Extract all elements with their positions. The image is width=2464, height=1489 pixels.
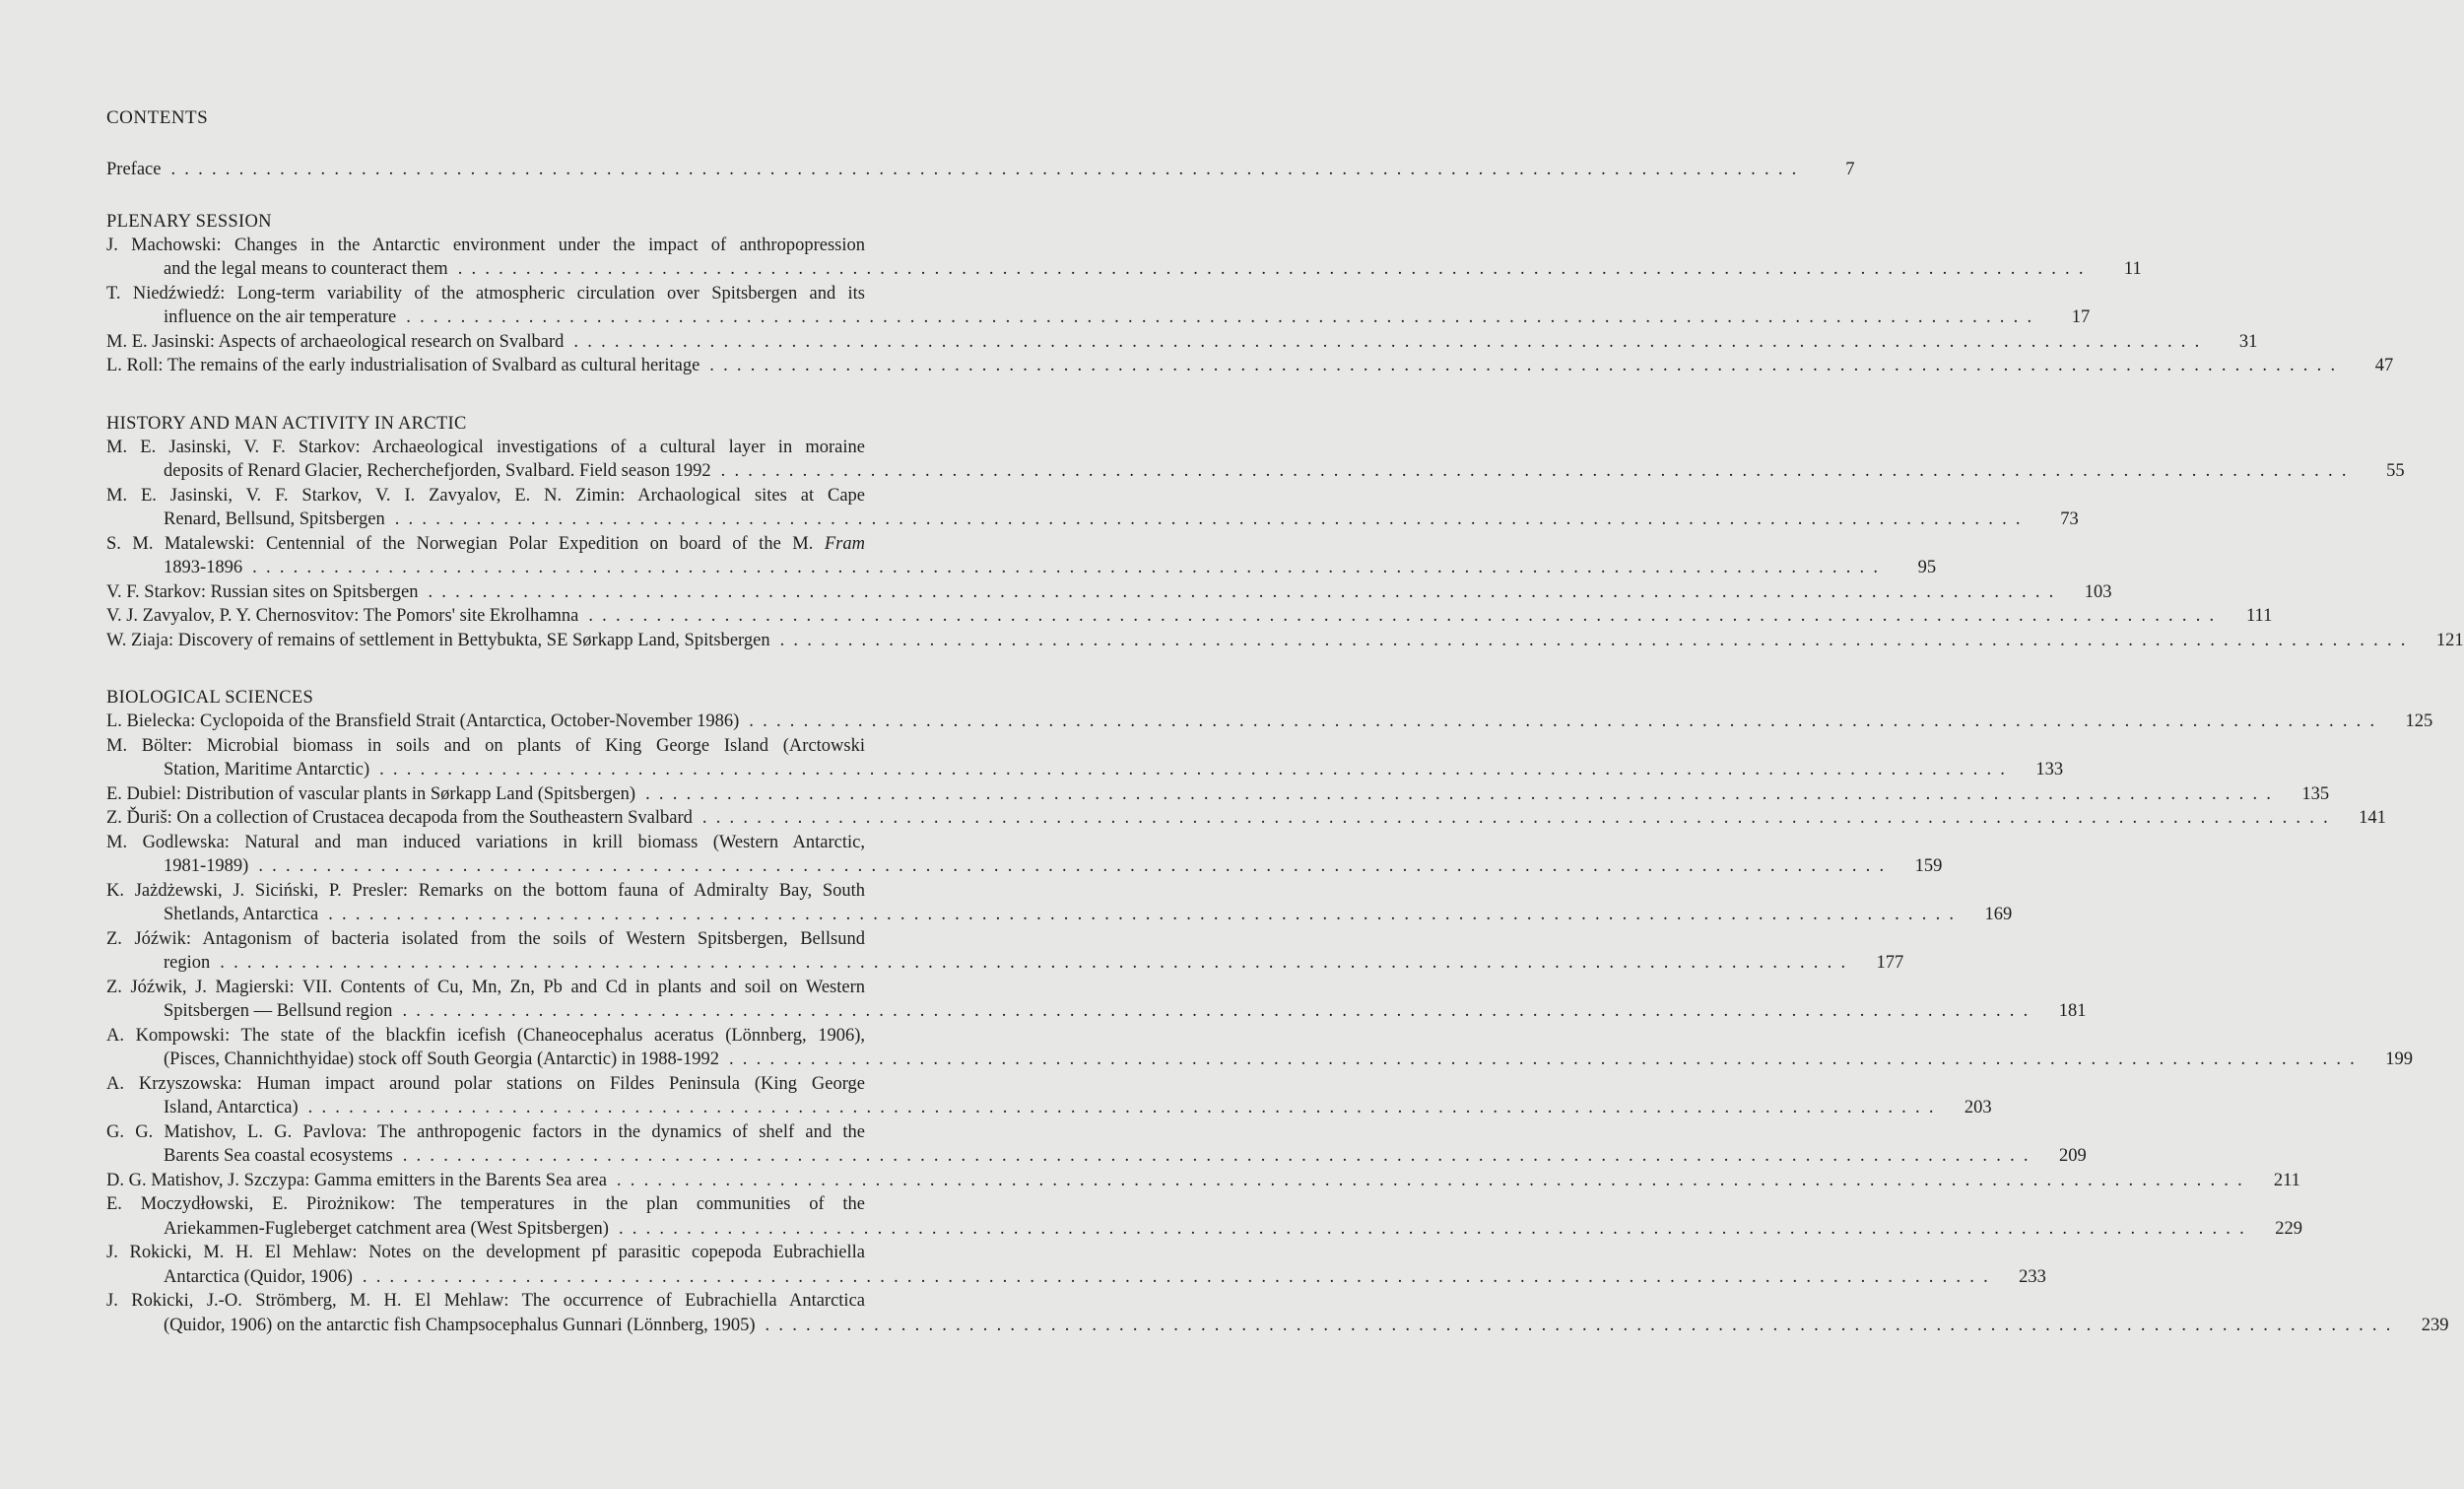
entry-text: L. Bielecka: Cyclopoida of the Bransfield Strait (Antarctica, October-November 1986) [106,711,740,731]
toc-entry[interactable] [106,1072,1992,1120]
page-number: 17 [2071,307,2091,327]
page-number: 135 [2301,783,2330,804]
entry-text: J. Rokicki, M. H. El Mehlaw: Notes on the development pf parasitic copepoda Eubrachiella [106,1243,865,1262]
page-number: 203 [1964,1098,1992,1117]
toc-entry[interactable] [106,484,2079,532]
entry-text: K. Jażdżewski, J. Siciński, P. Presler: Remarks on the bottom fauna of Admiralty Bay, South [106,880,865,901]
toc-entry[interactable] [106,354,2394,378]
entry-text: Z. Jóźwik: Antagonism of bacteria isolated from the soils of Western Spitsbergen, Bellsund [106,928,865,949]
dot-leader: ........................................................................................................................ [362,1266,1997,1287]
toc-entry[interactable] [106,879,2013,927]
entry-text: Antarctica (Quidor, 1906) [164,1266,353,1287]
entry-text: Island, Antarctica) [164,1098,299,1117]
page-number: 233 [2019,1266,2046,1287]
page-number: 111 [2245,606,2273,626]
page-number: 73 [2060,509,2079,529]
dot-leader: ........................................................................................................................ [307,1098,1943,1117]
entry-text: Station, Maritime Antarctic) [164,760,370,779]
toc-entry[interactable] [106,1169,2300,1193]
entry-text: Shetlands, Antarctica [164,905,319,924]
entry-text: Ariekammen-Fugleberget catchment area (West Spitsbergen) [164,1218,609,1239]
contents-sections [106,210,2464,1338]
entry-text: J. Machowski: Changes in the Antarctic environment under the impact of anthropopression [106,235,865,255]
dot-leader: ........................................................................................................................ [252,558,1888,577]
dot-leader: ........................................................................................................................ [749,711,2384,731]
dot-leader: ........................................................................................................................ [379,760,2015,779]
entry-text: M. Bölter: Microbial biomass in soils and on plants of King George Island (Arctowski [106,735,865,756]
dot-leader: ........................................................................................................................ [428,581,2063,602]
page-number: 47 [2374,356,2394,375]
dot-leader: ........................................................................................................................ [394,509,2030,529]
dot-leader: ........................................................................................................................ [402,1001,2037,1021]
toc-entry[interactable] [106,710,2433,734]
page-number: 211 [2273,1170,2300,1190]
page-number: 181 [2058,1001,2087,1021]
entry-text: deposits of Renard Glacier, Recherchefjorden, Svalbard. Field season 1992 [164,461,711,481]
entry-text: V. F. Starkov: Russian sites on Spitsbergen [106,581,419,602]
toc-entry[interactable] [106,282,2091,330]
page-number: 103 [2084,581,2112,602]
dot-leader: ........................................................................................................................ [588,606,2224,626]
toc-entry[interactable] [106,330,2258,355]
dot-leader: ........................................................................................................................ [170,160,1806,179]
entry-text: 1893-1896 [164,558,243,577]
dot-leader: ........................................................................................................................ [720,461,2356,481]
page-number: 7 [1845,160,1855,179]
toc-entry[interactable] [106,1192,2302,1241]
page-number: 239 [2421,1315,2449,1335]
page-number: 159 [1914,856,1943,876]
entry-text: J. Rokicki, J.-O. Strömberg, M. H. El Mehlaw: The occurrence of Eubrachiella Antarctica [106,1291,865,1311]
toc-entry[interactable] [106,806,2386,831]
dot-leader: ........................................................................................................................ [220,953,1855,973]
page-number: 177 [1876,953,1904,973]
section-heading: BIOLOGICAL SCIENCES [106,688,314,708]
entry-text: M. E. Jasinski: Aspects of archaeological research on Svalbard [106,331,565,352]
toc-entry[interactable] [106,831,1943,879]
dot-leader: ........................................................................................................................ [709,356,2345,375]
toc-entry[interactable] [106,1289,2449,1337]
toc-entry[interactable] [106,734,2064,782]
page-number: 125 [2405,711,2433,731]
entry-text: M. Godlewska: Natural and man induced variations in krill biomass (Western Antarctic, [106,832,865,852]
toc-entry[interactable] [106,1024,2413,1072]
toc-entry[interactable] [106,436,2405,484]
section-heading: HISTORY AND MAN ACTIVITY IN ARCTIC [106,413,467,434]
dot-leader: ........................................................................................................................ [258,856,1894,876]
dot-leader: ........................................................................................................................ [457,259,2093,279]
toc-entry[interactable] [106,580,2112,605]
toc-entry[interactable] [106,1241,2046,1289]
page-number: 31 [2238,331,2258,352]
page-number: 141 [2359,808,2386,828]
toc-entry[interactable] [106,629,2464,653]
entry-text: and the legal means to counteract them [164,259,448,279]
entry-text: A. Kompowski: The state of the blackfin icefish (Chaneocephalus aceratus (Lönnberg, 1906), [106,1025,865,1046]
entry-text: L. Roll: The remains of the early industrialisation of Svalbard as cultural heritage [106,356,700,375]
entry-text: Renard, Bellsund, Spitsbergen [164,509,385,529]
entry-text: (Pisces, Channichthyidae) stock off South Georgia (Antarctic) in 1988-1992 [164,1049,719,1069]
entry-text: Spitsbergen — Bellsund region [164,1001,393,1021]
entry-text: T. Niedźwiedź: Long-term variability of the atmospheric circulation over Spitsbergen and its [106,283,865,304]
dot-leader: ........................................................................................................................ [701,808,2337,828]
page-number: 199 [2385,1049,2413,1069]
section-heading: PLENARY SESSION [106,211,272,232]
toc-entry[interactable] [106,532,1937,580]
entry-text: M. E. Jasinski, V. F. Starkov, V. I. Zavyalov, E. N. Zimin: Archaological sites at Cape [106,485,865,506]
toc-entry[interactable] [106,1120,2087,1169]
page-number: 169 [1984,905,2013,924]
entry-text: D. G. Matishov, J. Szczypa: Gamma emitters in the Barents Sea area [106,1170,607,1190]
entry-text: S. M. Matalewski: Centennial of the Norwegian Polar Expedition on board of the M. Fram [106,533,865,554]
dot-leader: ........................................................................................................................ [765,1315,2400,1335]
page-number: 133 [2035,760,2064,779]
dot-leader: ........................................................................................................................ [618,1218,2253,1239]
toc-entry[interactable] [106,782,2330,807]
dot-leader: ........................................................................................................................ [645,783,2281,804]
toc-entry[interactable] [106,234,2142,282]
page-number: 11 [2123,259,2142,279]
dot-leader: ........................................................................................................................ [402,1146,2037,1166]
page-number: 55 [2386,461,2405,481]
entry-text: E. Dubiel: Distribution of vascular plants in Sørkapp Land (Spitsbergen) [106,783,636,804]
entry-text: A. Krzyszowska: Human impact around polar stations on Fildes Peninsula (King George [106,1073,865,1094]
page-number: 95 [1917,558,1937,577]
entry-text: Preface [106,160,162,179]
entry-text: M. E. Jasinski, V. F. Starkov: Archaeological investigations of a cultural layer in moraine [106,437,865,457]
entry-text: 1981-1989) [164,856,249,876]
dot-leader: ........................................................................................................................ [573,331,2209,352]
entry-text: E. Moczydłowski, E. Pirożnikow: The temperatures in the plan communities of the [106,1194,865,1214]
entry-text: Barents Sea coastal ecosystems [164,1146,393,1166]
entry-text: (Quidor, 1906) on the antarctic fish Champsocephalus Gunnari (Lönnberg, 1905) [164,1315,756,1335]
entry-text: influence on the air temperature [164,307,397,327]
dot-leader: ........................................................................................................................ [728,1049,2364,1069]
dot-leader: ........................................................................................................................ [779,630,2415,650]
entry-text: region [164,953,211,973]
toc-entry[interactable] [106,604,2273,629]
toc-entry[interactable] [106,927,1904,976]
dot-leader: ........................................................................................................................ [616,1170,2251,1190]
page-title: CONTENTS [106,107,209,128]
page-number: 229 [2275,1218,2302,1239]
dot-leader: ........................................................................................................................ [328,905,1964,924]
entry-text: W. Ziaja: Discovery of remains of settlement in Bettybukta, SE Sørkapp Land, Spitsbergen [106,630,770,650]
entry-text: V. J. Zavyalov, P. Y. Chernosvitov: The Pomors' site Ekrolhamna [106,606,579,626]
page-number: 121 [2435,630,2464,650]
page-number: 209 [2058,1146,2087,1166]
entry-text: G. G. Matishov, L. G. Pavlova: The anthropogenic factors in the dynamics of shelf and the [106,1121,865,1142]
preface-entry[interactable] [106,158,1855,182]
entry-text: Z. Ďuriš: On a collection of Crustacea decapoda from the Southeastern Svalbard [106,808,693,828]
toc-entry[interactable] [106,976,2087,1024]
dot-leader: ........................................................................................................................ [406,307,2041,327]
entry-text: Z. Jóźwik, J. Magierski: VII. Contents of Cu, Mn, Zn, Pb and Cd in plants and soil on Western [106,977,865,997]
